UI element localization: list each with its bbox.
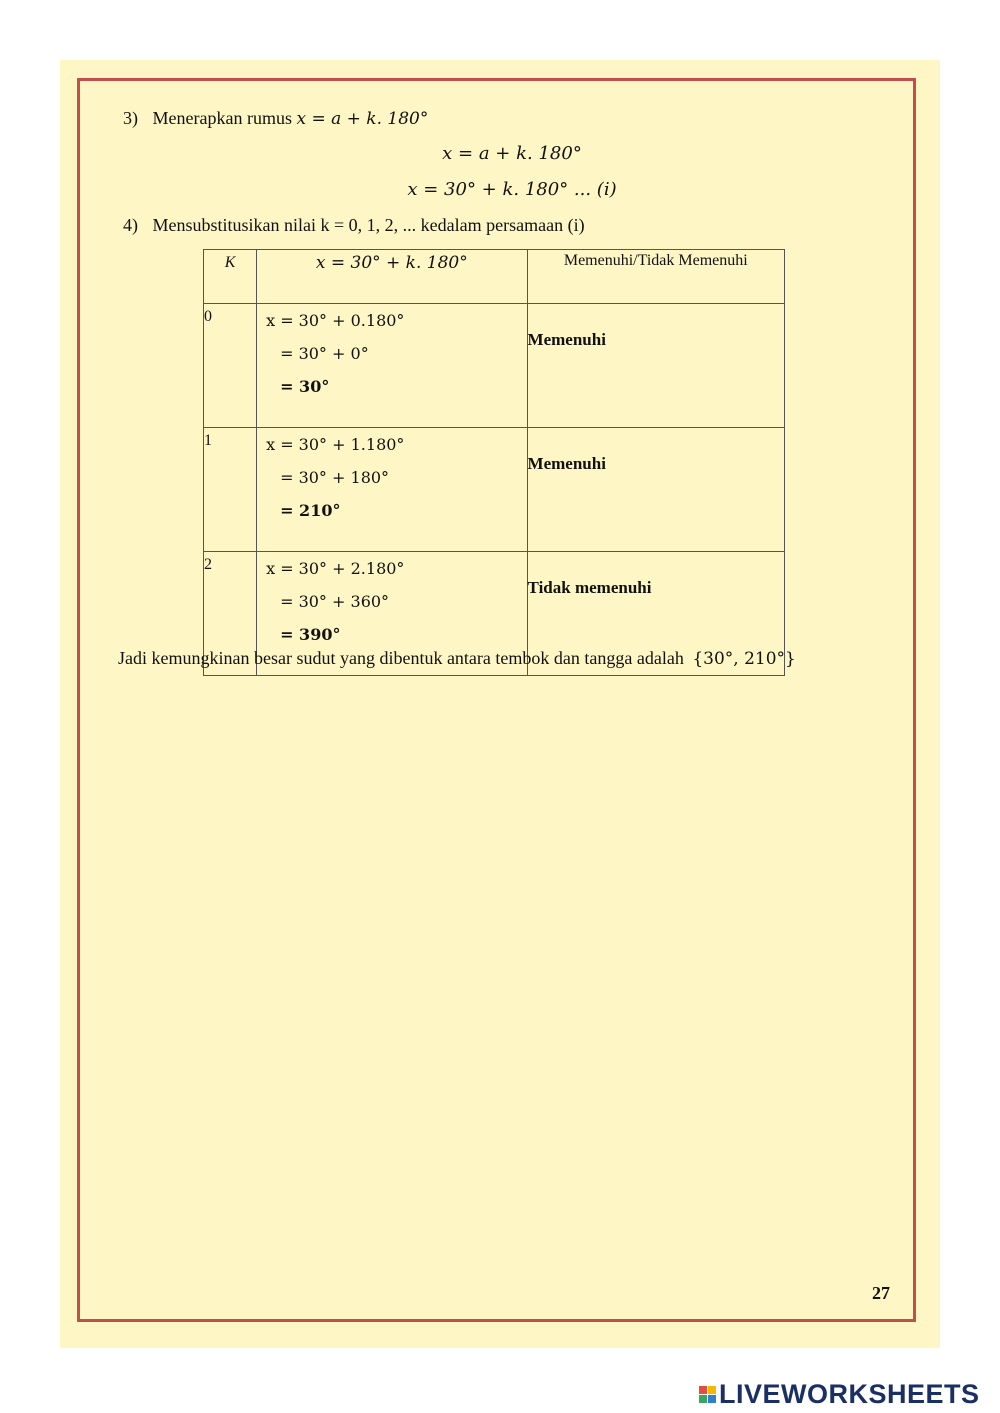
equation-result: = 390° xyxy=(280,625,341,644)
k-value: 0 xyxy=(204,304,257,428)
equation-line: = 30° + 180° xyxy=(280,468,390,487)
liveworksheets-logo[interactable] xyxy=(699,1379,980,1409)
equation-line: x = 30° + 1.180° xyxy=(266,435,405,454)
formula-line-2: x = 30° + k. 180° ... (i) xyxy=(407,179,617,200)
table-row xyxy=(204,428,785,552)
page-number: 27 xyxy=(872,1283,890,1303)
formula-line-1: x = a + k. 180° xyxy=(442,143,582,164)
conclusion xyxy=(118,648,796,669)
equation-line: x = 30° + 2.180° xyxy=(266,559,405,578)
step-3-formula: x = a + k. 180° xyxy=(296,109,429,129)
status-cell: Tidak memenuhi xyxy=(527,552,784,676)
step-4-label: 4) xyxy=(123,215,138,235)
equation-line: = 30° + 0° xyxy=(280,344,369,363)
status-cell: Memenuhi xyxy=(527,304,784,428)
k-value: 2 xyxy=(204,552,257,676)
substitution-table xyxy=(203,249,785,676)
equation-result: = 210° xyxy=(280,501,341,520)
step-3-label: 3) xyxy=(123,108,138,128)
step-4-text: Mensubstitusikan nilai k = 0, 1, 2, ... kedalam persamaan (i) xyxy=(152,215,585,235)
conclusion-set: {30°, 210°} xyxy=(692,649,796,669)
header-k: K xyxy=(204,250,257,304)
k-value: 1 xyxy=(204,428,257,552)
equation-line: x = 30° + 0.180° xyxy=(266,311,405,330)
table-header-row xyxy=(204,250,785,304)
conclusion-text: Jadi kemungkinan besar sudut yang dibentuk antara tembok dan tangga adalah xyxy=(118,648,684,668)
step-3 xyxy=(123,108,428,129)
equation-line: = 30° + 360° xyxy=(280,592,390,611)
header-formula: x = 30° + k. 180° xyxy=(315,253,468,273)
logo-icon xyxy=(699,1386,716,1403)
equation-result: = 30° xyxy=(280,377,330,396)
status-cell: Memenuhi xyxy=(527,428,784,552)
step-4 xyxy=(123,215,585,236)
step-3-text: Menerapkan rumus xyxy=(152,108,292,128)
table-row xyxy=(204,304,785,428)
header-status: Memenuhi/Tidak Memenuhi xyxy=(527,250,784,304)
logo-text: LIVEWORKSHEETS xyxy=(719,1378,980,1409)
